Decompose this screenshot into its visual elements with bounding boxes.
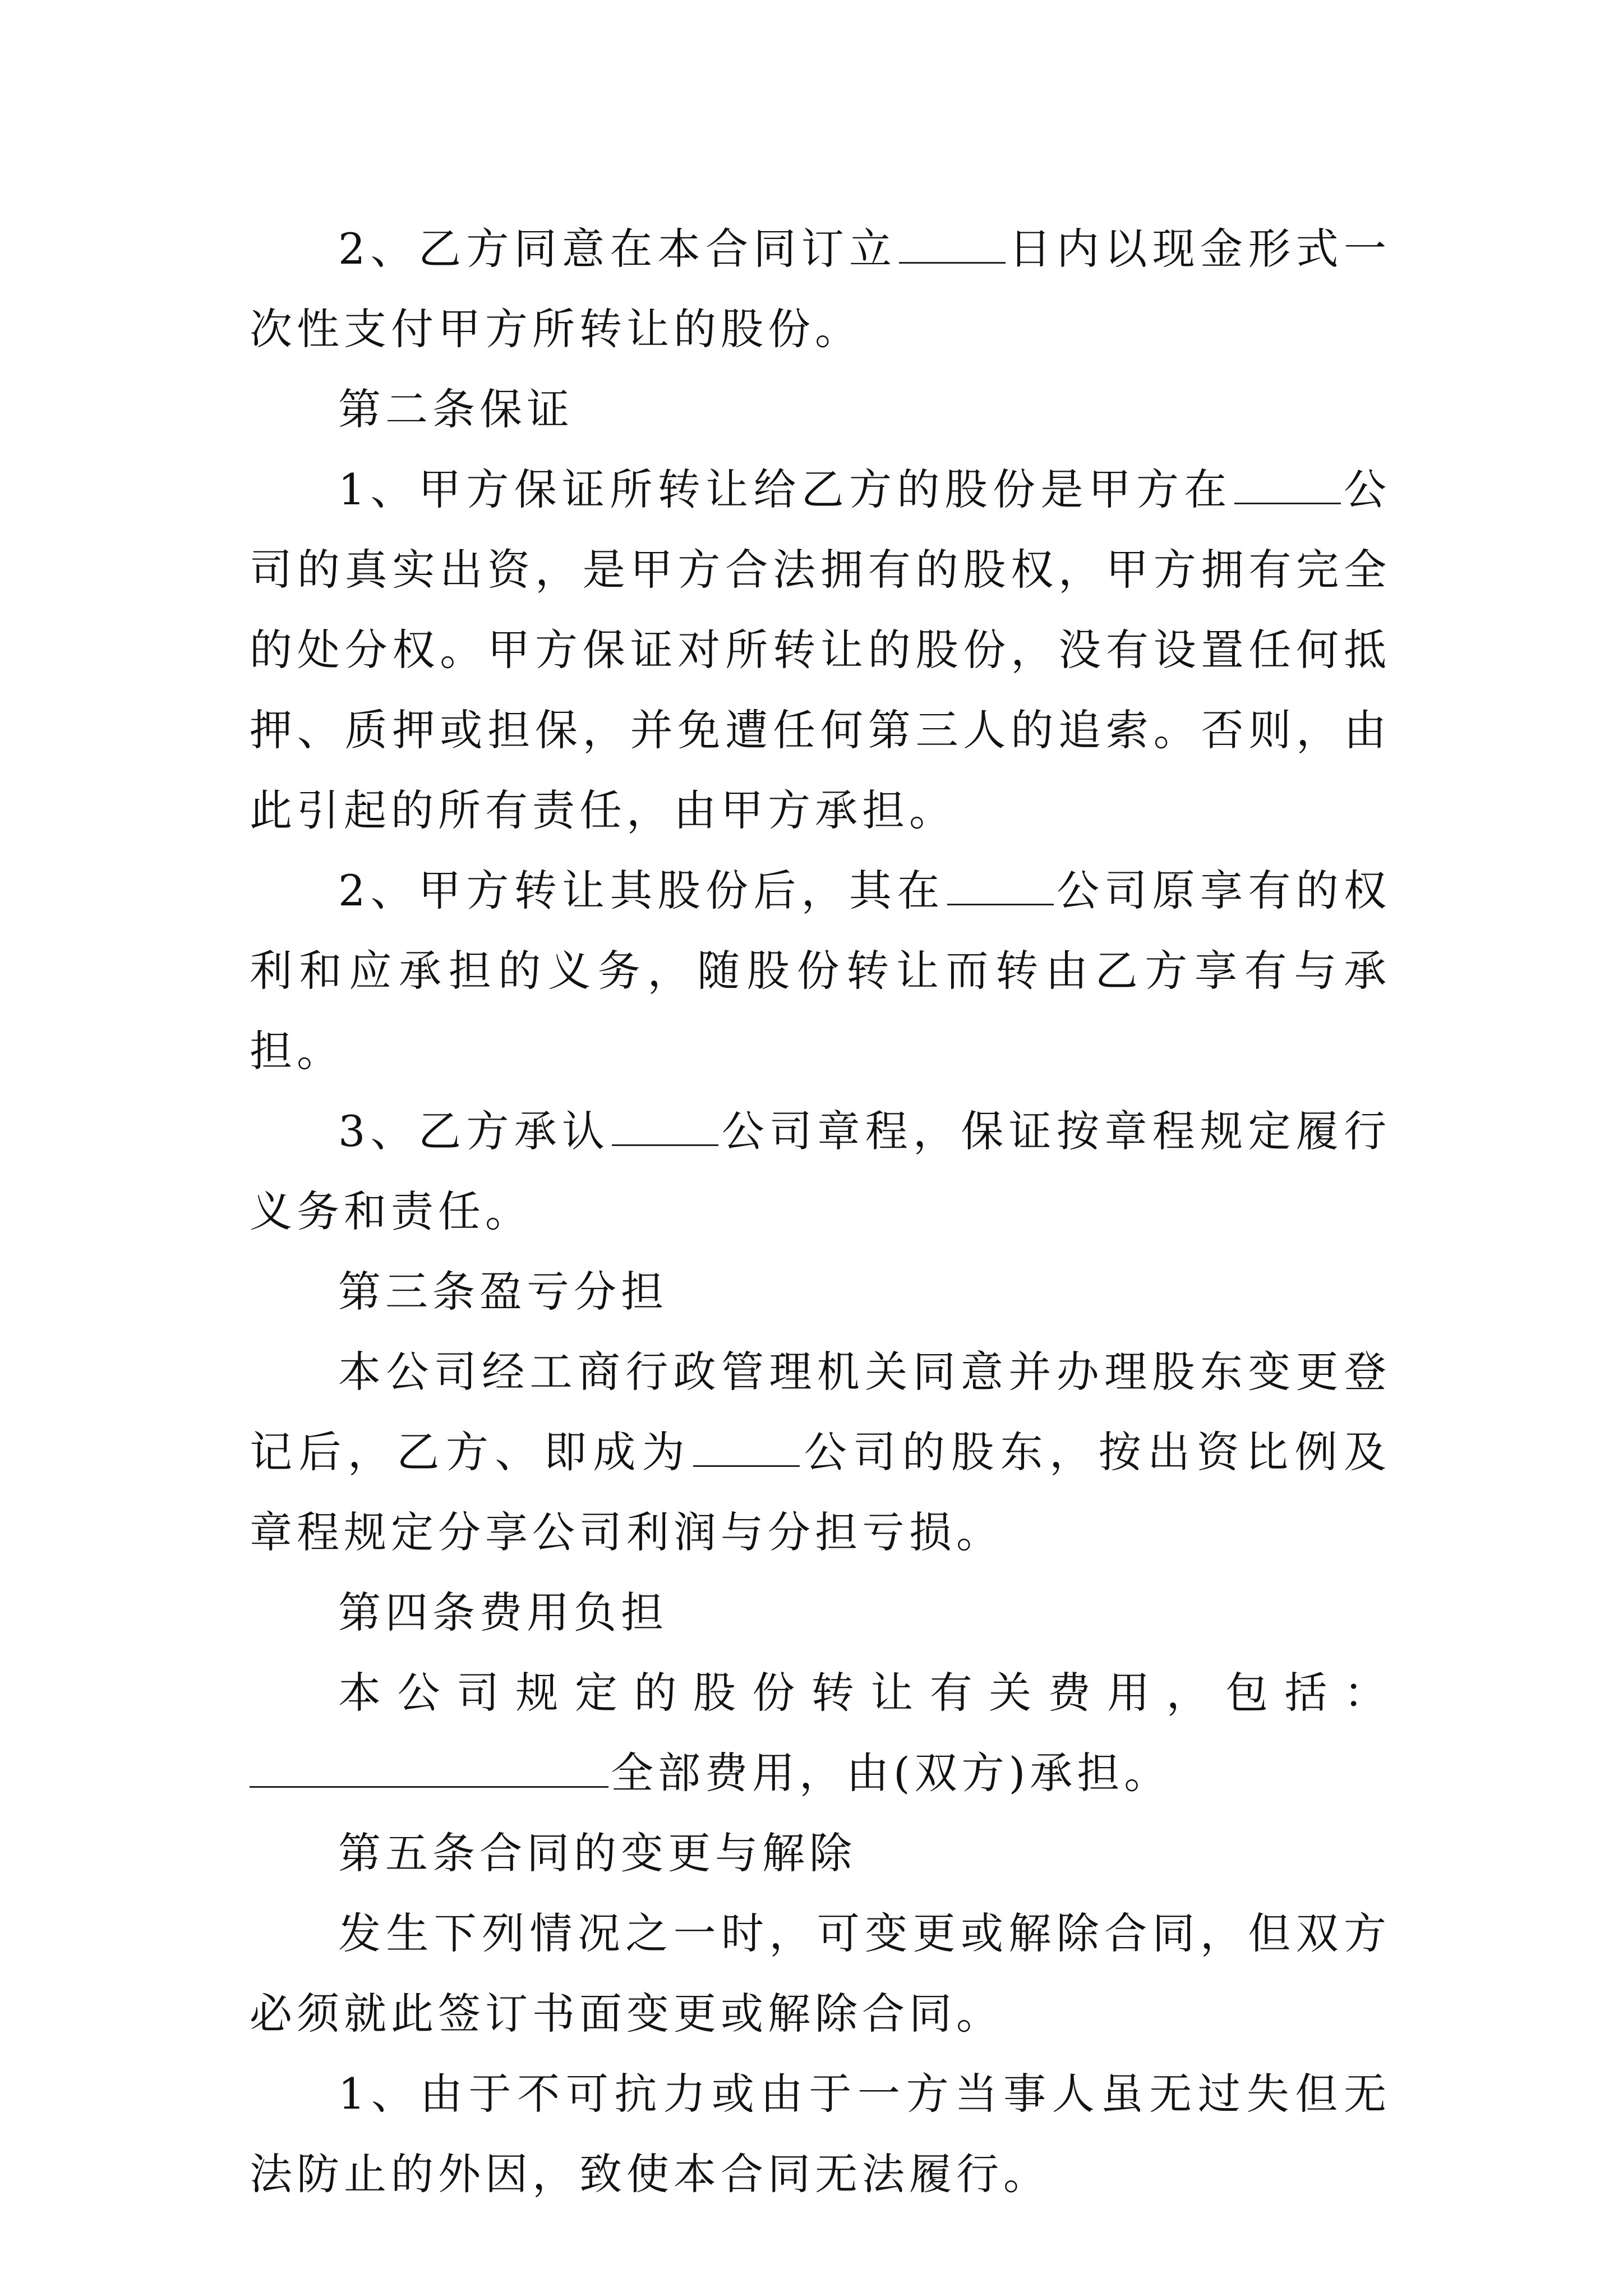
paragraph-profit-loss: [250, 1332, 1391, 1572]
paragraph-force-majeure: 1、由于不可抗力或由于一方当事人虽无过失但无法防止的外因，致使本合同无法履行。: [250, 2069, 1391, 2199]
paragraph-text: 公司的股东，按出资比例及章程规定分享公司利润与分担亏损。: [250, 1427, 1391, 1557]
document-body: [250, 209, 1391, 2214]
paragraph-text: 全部费用，由(双方)承担。: [611, 1748, 1172, 1798]
paragraph-payment-term: [250, 209, 1391, 369]
paragraph-text: 公司章程，保证按章程规定履行义务和责任。: [250, 1106, 1391, 1236]
paragraph-expenses-line1: 本公司规定的股份转让有关费用，包括：: [338, 1668, 1391, 1718]
paragraph-text: 1、甲方保证所转让给乙方的股份是甲方在: [338, 464, 1232, 514]
paragraph-text: 公司的真实出资，是甲方合法拥有的股权，甲方拥有完全的处分权。甲方保证对所转让的股份，没有设置任何抵押、质押或担保，并免遭任何第三人的追索。否则，由此引起的所有责任，由甲方承担。: [250, 464, 1391, 835]
paragraph-text: 2、乙方同意在本合同订立: [338, 224, 897, 274]
section-heading-profit-loss: 第三条盈亏分担: [338, 1267, 668, 1317]
fill-in-blank: [1234, 502, 1341, 504]
section-heading-change-termination: 第五条合同的变更与解除: [338, 1828, 856, 1878]
paragraph-text: 3、乙方承认: [338, 1106, 610, 1156]
paragraph-expenses-line2: [250, 1733, 1391, 1813]
paragraph-text: 2、甲方转让其股份后，其在: [338, 866, 945, 915]
paragraph-guarantee-2: [250, 850, 1391, 1091]
fill-in-blank: [947, 903, 1054, 905]
paragraph-guarantee-1: [250, 449, 1391, 850]
paragraph-text: 日内以现金形式一次性支付甲方所转让的股份。: [250, 224, 1391, 354]
paragraph-text: 本公司经工商行政管理机关同意并办理股东变更登记后，乙方、即成为: [250, 1347, 1391, 1477]
paragraph-guarantee-3: [250, 1091, 1391, 1251]
section-heading-guarantee: 第二条保证: [338, 384, 574, 434]
fill-in-blank: [250, 1786, 608, 1788]
fill-in-blank: [612, 1144, 718, 1146]
section-heading-expenses: 第四条费用负担: [338, 1588, 668, 1637]
fill-in-blank: [693, 1465, 800, 1467]
fill-in-blank: [899, 261, 1006, 264]
paragraph-text: 公司原享有的权利和应承担的义务，随股份转让而转由乙方享有与承担。: [250, 866, 1391, 1076]
paragraph-change-conditions: 发生下列情况之一时，可变更或解除合同，但双方必须就此签订书面变更或解除合同。: [250, 1908, 1391, 2039]
